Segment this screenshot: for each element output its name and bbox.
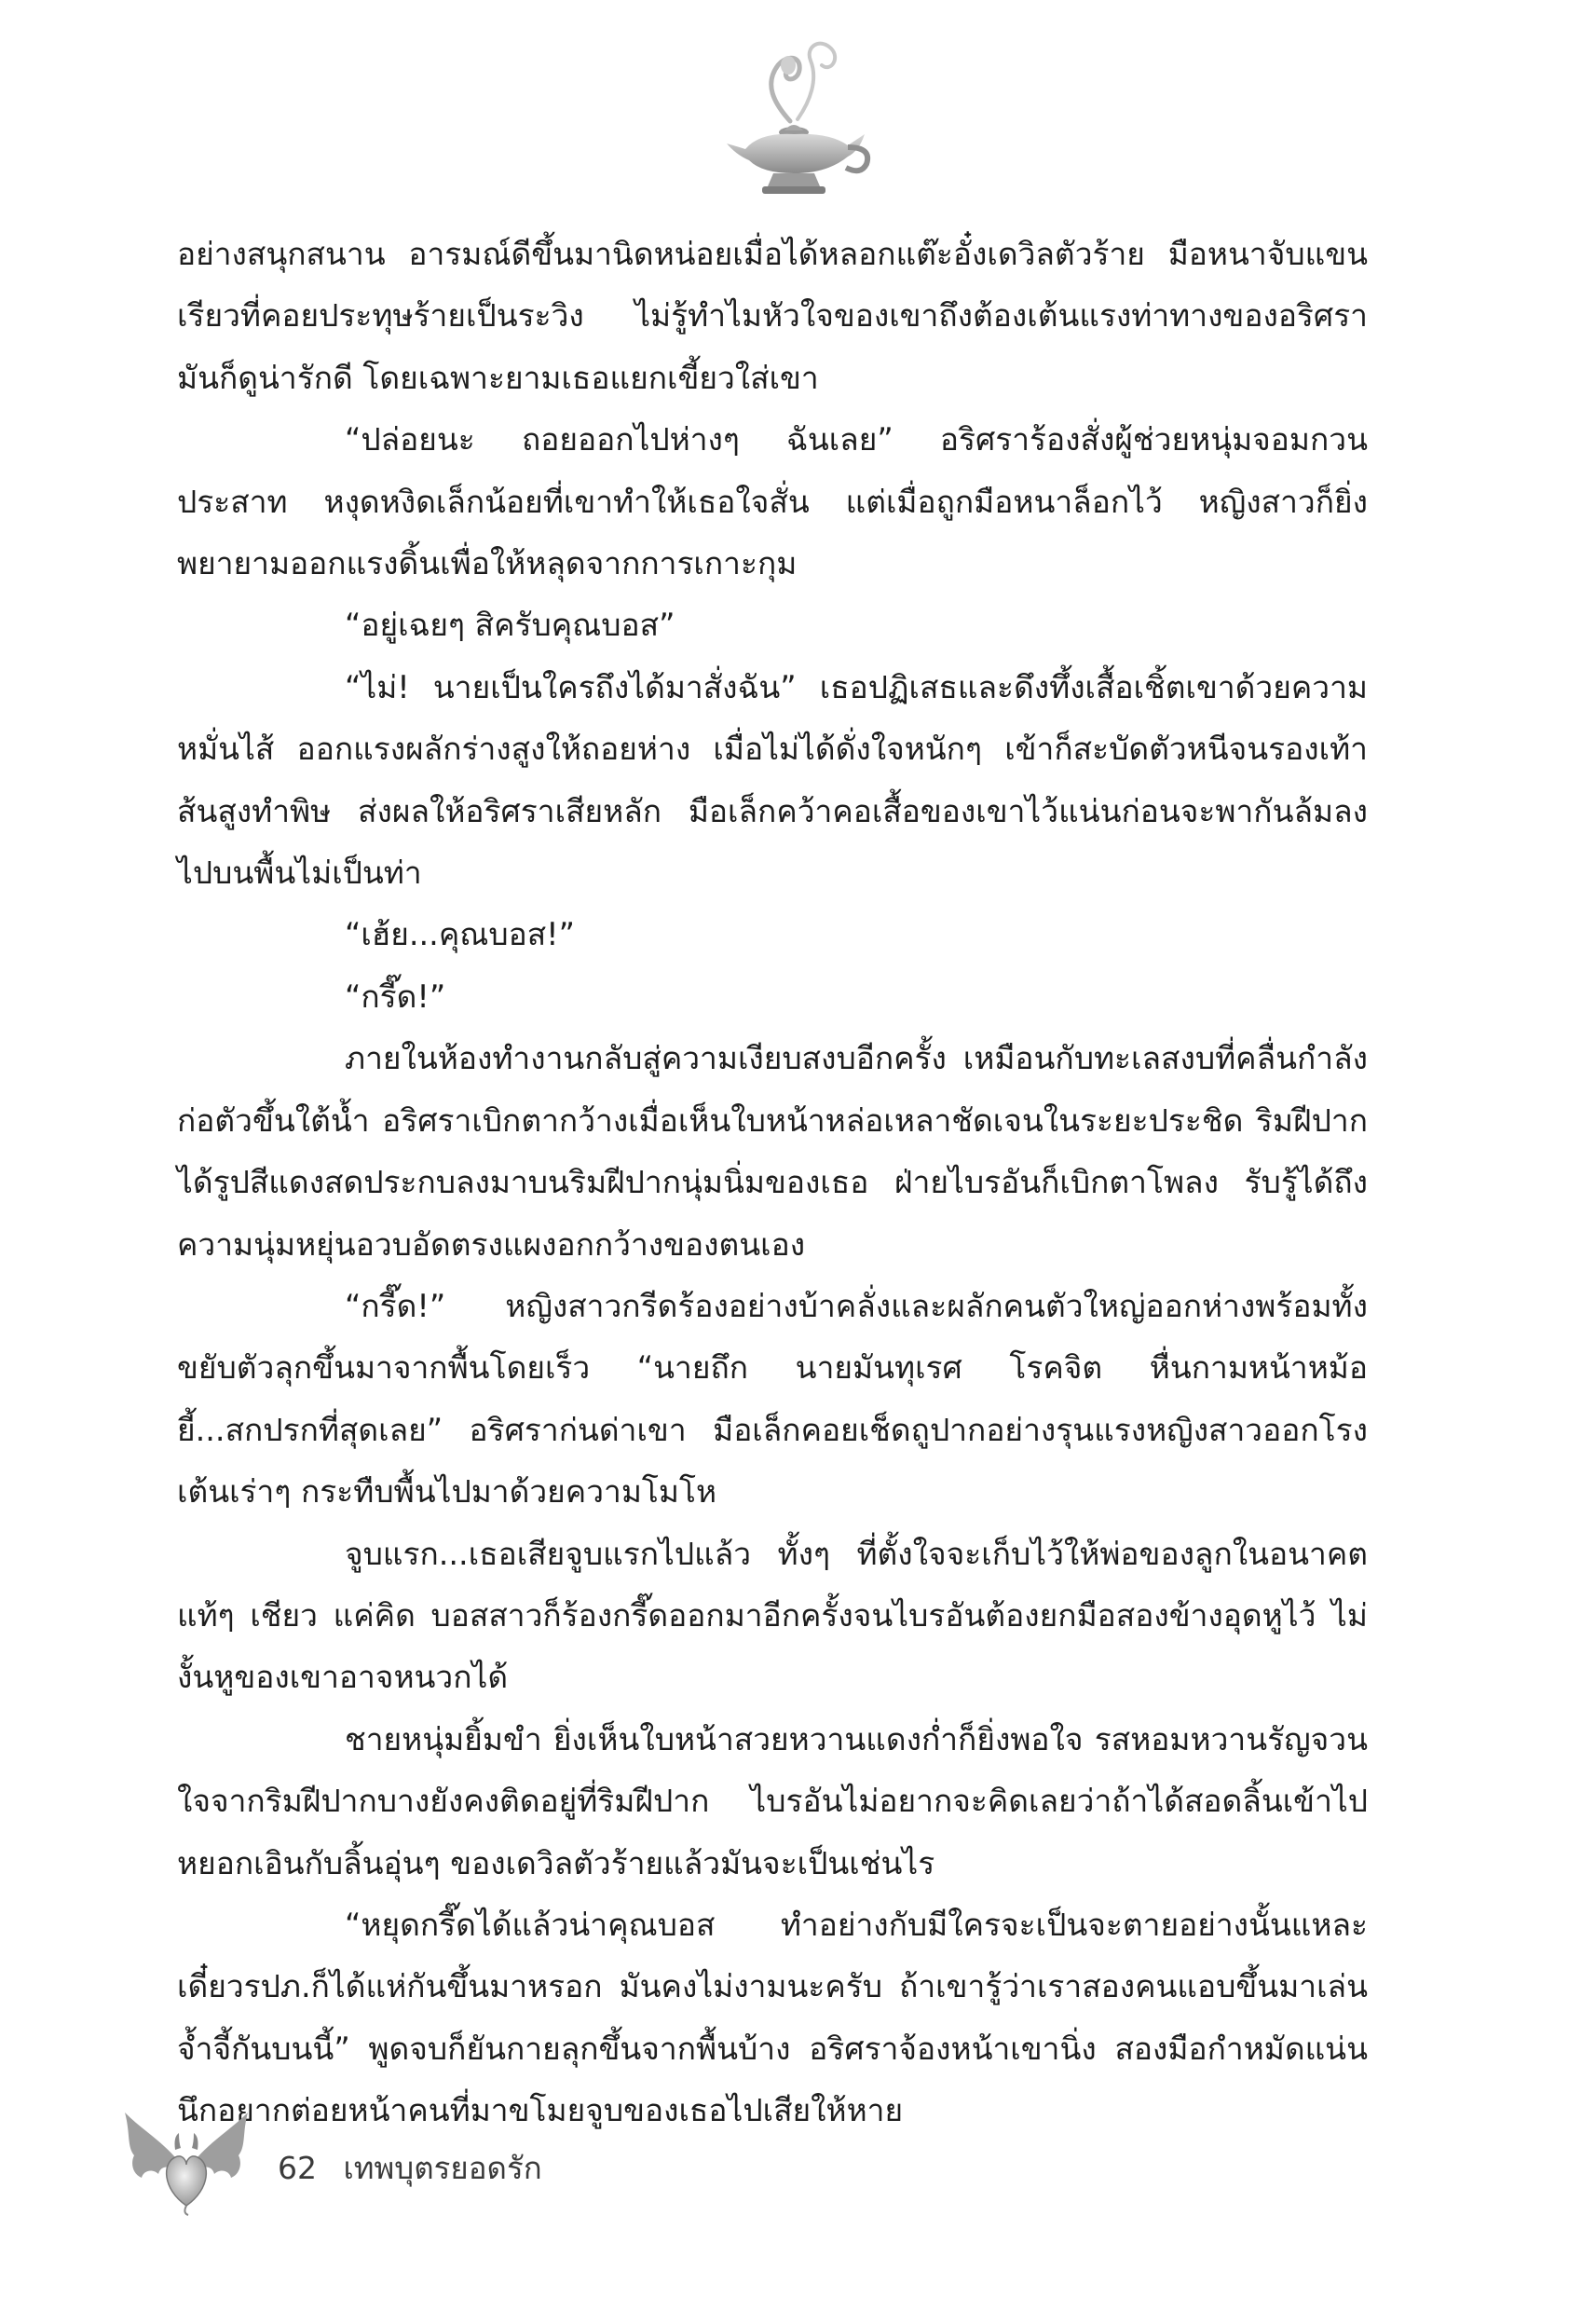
paragraph: “หยุดกรี๊ดได้แล้วน่าคุณบอส ทำอย่างกับมีใครจะเป็นจะตายอย่างนั้นแหละ เดี๋ยวรปภ.ก็ได้แห่กันขึ้นมาหรอก มันคงไม่งามนะครับ ถ้าเขารู้ว่าเราสองคนแอบขึ้นมาเล่นจ้ำจี้กันบนนี้” พูดจบก็ยันกายลุกขึ้นจากพื้นบ้าง อริศราจ้องหน้าเขานิ่ง สองมือกำหมัดแน่น นึกอยากต่อยหน้าคนที่มาขโมยจูบของเธอไปเสียให้หาย — [177, 1906, 1368, 2129]
paragraph: “ปล่อยนะ ถอยออกไปห่างๆ ฉันเลย” อริศราร้องสั่งผู้ช่วยหนุ่มจอมกวนประสาท หงุดหงิดเล็กน้อยที่เขาทำให้เธอใจสั่น แต่เมื่อถูกมือหนาล็อกไว้ หญิงสาวก็ยิ่งพยายามออกแรงดิ้นเพื่อให้หลุดจากการเกาะกุม — [177, 421, 1368, 582]
paragraph: จูบแรก...เธอเสียจูบแรกไปแล้ว ทั้งๆ ที่ตั้งใจจะเก็บไว้ให้พ่อของลูกในอนาคตแท้ๆ เชียว แค่คิด บอสสาวก็ร้องกรี๊ดออกมาอีกครั้งจนไบรอันต้องยกมือสองข้างอุดหูไว้ ไม่งั้นหูของเขาอาจหนวกได้ — [177, 1535, 1368, 1696]
paragraph: “กรี๊ด!” — [345, 978, 446, 1015]
body-text — [177, 224, 1368, 2142]
page-number: 62 — [278, 2150, 317, 2186]
book-title: เทพบุตรยอดรัก — [343, 2150, 542, 2186]
paragraph: ภายในห้องทำงานกลับสู่ความเงียบสงบอีกครั้ง เหมือนกับทะเลสงบที่คลื่นกำลังก่อตัวขึ้นใต้น้ำ อริศราเบิกตากว้างเมื่อเห็นใบหน้าหล่อเหลาชัดเจนในระยะประชิด ริมฝีปากได้รูปสีแดงสดประกบลงมาบนริมฝีปากนุ่มนิ่มของเธอ ฝ่ายไบรอันก็เบิกตาโพลง รับรู้ได้ถึงความนุ่มหยุ่นอวบอัดตรงแผงอกกว้างของตนเอง — [177, 1040, 1368, 1263]
page-footer — [278, 2143, 542, 2193]
paragraph: อย่างสนุกสนาน อารมณ์ดีขึ้นมานิดหน่อยเมื่อได้หลอกแต๊ะอั๋งเดวิลตัวร้าย มือหนาจับแขนเรียวที่คอยประทุษร้ายเป็นระวิง ไม่รู้ทำไมหัวใจของเขาถึงต้องเต้นแรงท่าทางของอริศรามันก็ดูน่ารักดี โดยเฉพาะยามเธอแยกเขี้ยวใส่เขา — [177, 236, 1368, 396]
paragraph: “ไม่! นายเป็นใครถึงได้มาสั่งฉัน” เธอปฏิเสธและดึงทึ้งเสื้อเชิ้ตเขาด้วยความหมั่นไส้ ออกแรงผลักร่างสูงให้ถอยห่าง เมื่อไม่ได้ดั่งใจหนักๆ เข้าก็สะบัดตัวหนีจนรองเท้าส้นสูงทำพิษ ส่งผลให้อริศราเสียหลัก มือเล็กคว้าคอเสื้อของเขาไว้แน่นก่อนจะพากันล้มลงไปบนพื้นไม่เป็นท่า — [177, 668, 1368, 892]
paragraph: “อยู่เฉยๆ สิครับคุณบอส” — [345, 607, 675, 644]
paragraph: ชายหนุ่มยิ้มขำ ยิ่งเห็นใบหน้าสวยหวานแดงก่ำก็ยิ่งพอใจ รสหอมหวานรัญจวนใจจากริมฝีปากบางยังคงติดอยู่ที่ริมฝีปาก ไบรอันไม่อยากจะคิดเลยว่าถ้าได้สอดลิ้นเข้าไปหยอกเอินกับลิ้นอุ่นๆ ของเดวิลตัวร้ายแล้วมันจะเป็นเช่นไร — [177, 1720, 1368, 1881]
paragraph: “เฮ้ย...คุณบอส!” — [345, 916, 575, 953]
paragraph: “กรี๊ด!” หญิงสาวกรีดร้องอย่างบ้าคลั่งและผลักคนตัวใหญ่ออกห่างพร้อมทั้งขยับตัวลุกขึ้นมาจากพื้นโดยเร็ว “นายถึก นายมันทุเรศ โรคจิต หื่นกามหน้าหม้อ ยี้...สกปรกที่สุดเลย” อริศราก่นด่าเขา มือเล็กคอยเช็ดถูปากอย่างรุนแรงหญิงสาวออกโรงเต้นเร่าๆ กระทืบพื้นไปมาด้วยความโมโห — [177, 1287, 1368, 1511]
genie-lamp-icon — [708, 28, 876, 205]
bat-wing-heart-icon — [121, 2101, 252, 2218]
